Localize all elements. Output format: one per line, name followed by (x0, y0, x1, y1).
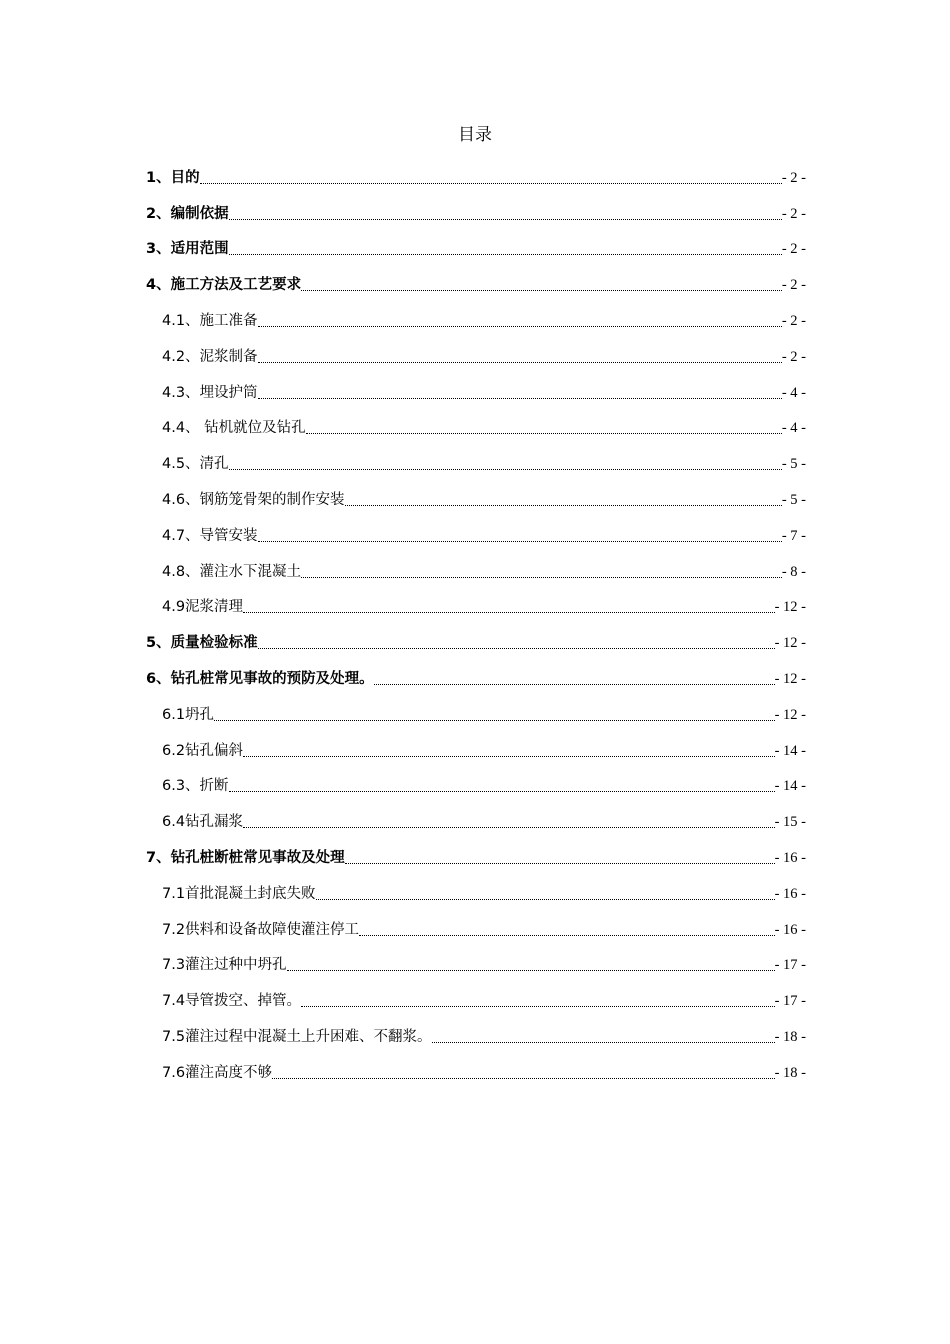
toc-entry-label: 1、目的 (146, 169, 200, 186)
dot-leader (432, 1027, 775, 1047)
toc-entry-label: 7.3灌注过种中坍孔 (162, 957, 287, 974)
toc-entry-label: 7.2供料和设备故障使灌注停工 (162, 921, 360, 938)
toc-entry-page-number: - 7 - (781, 527, 806, 544)
toc-entry-page-number: - 16 - (774, 850, 806, 867)
toc-entry-page-number: - 4 - (781, 384, 806, 401)
toc-entry-label: 4.7、导管安装 (162, 527, 258, 544)
toc-entry-page-number: - 4 - (781, 420, 806, 437)
dot-leader (301, 991, 775, 1011)
toc-entry-label: 4.6、钢筋笼骨架的制作安装 (162, 492, 345, 509)
toc-entry[interactable] (146, 769, 806, 805)
toc-entry-page-number: - 12 - (774, 599, 806, 616)
toc-entry-page-number: - 12 - (774, 671, 806, 688)
toc-entry-label: 4.3、埋设护筒 (162, 384, 258, 401)
toc-entry-page-number: - 12 - (774, 635, 806, 652)
toc-entry[interactable] (146, 912, 806, 948)
dot-leader (272, 1063, 775, 1083)
toc-entry[interactable] (146, 840, 806, 876)
dot-leader (243, 812, 775, 832)
dot-leader (243, 597, 775, 617)
toc-entry[interactable] (146, 697, 806, 733)
toc-entry-page-number: - 2 - (781, 348, 806, 365)
toc-entry-page-number: - 2 - (781, 313, 806, 330)
toc-entry[interactable] (146, 983, 806, 1019)
toc-entry-page-number: - 16 - (774, 885, 806, 902)
dot-leader (214, 705, 775, 725)
dot-leader (229, 776, 775, 796)
dot-leader (229, 204, 782, 224)
dot-leader (229, 454, 782, 474)
toc-entry[interactable] (146, 267, 806, 303)
toc-entry-label: 4.5、清孔 (162, 456, 229, 473)
toc-entry-label: 7.1首批混凝土封底失败 (162, 885, 316, 902)
toc-entry[interactable] (146, 876, 806, 912)
toc-entry-label: 7.4导管拨空、掉管。 (162, 993, 302, 1010)
dot-leader (258, 347, 782, 367)
toc-entry[interactable] (146, 411, 806, 447)
toc-entry[interactable] (146, 160, 806, 196)
toc-entry[interactable] (146, 554, 806, 590)
toc-entry-label: 6.4钻孔漏浆 (162, 814, 244, 831)
toc-entry[interactable] (146, 339, 806, 375)
dot-leader (345, 490, 782, 510)
dot-leader (243, 741, 775, 761)
toc-entry-label: 4.8、灌注水下混凝土 (162, 563, 302, 580)
toc-entry[interactable] (146, 232, 806, 268)
toc-entry[interactable] (146, 1055, 806, 1091)
dot-leader (301, 275, 782, 295)
toc-entry-page-number: - 18 - (774, 1064, 806, 1081)
toc-entry-label: 4.1、施工准备 (162, 313, 258, 330)
toc-entry[interactable] (146, 375, 806, 411)
toc-entry[interactable] (146, 661, 806, 697)
toc-entry-page-number: - 18 - (774, 1029, 806, 1046)
dot-leader (287, 955, 775, 975)
toc-entry-page-number: - 2 - (781, 241, 806, 258)
toc-entry[interactable] (146, 804, 806, 840)
toc-entry[interactable] (146, 1019, 806, 1055)
toc-entry-label: 3、适用范围 (146, 241, 229, 258)
dot-leader (306, 418, 782, 438)
toc-entry-page-number: - 14 - (774, 742, 806, 759)
toc-entry[interactable] (146, 446, 806, 482)
toc-entry-label: 6、钻孔桩常见事故的预防及处理。 (146, 671, 374, 688)
dot-leader (316, 884, 775, 904)
toc-entry-page-number: - 17 - (774, 993, 806, 1010)
toc-entry-label: 2、编制依据 (146, 205, 229, 222)
toc-entry-page-number: - 5 - (781, 456, 806, 473)
toc-entry[interactable] (146, 482, 806, 518)
toc-entry-label: 4、施工方法及工艺要求 (146, 277, 302, 294)
toc-entry-page-number: - 2 - (781, 169, 806, 186)
toc-entry-label: 4.9泥浆清理 (162, 599, 244, 616)
table-of-contents (146, 160, 806, 1091)
toc-entry-label: 4.2、泥浆制备 (162, 348, 258, 365)
dot-leader (200, 168, 782, 188)
toc-entry[interactable] (146, 303, 806, 339)
toc-entry-label: 7.6灌注高度不够 (162, 1064, 273, 1081)
toc-entry-page-number: - 8 - (781, 563, 806, 580)
dot-leader (374, 669, 775, 689)
toc-entry-page-number: - 2 - (781, 205, 806, 222)
dot-leader (345, 848, 775, 868)
dot-leader (258, 633, 775, 653)
toc-entry-page-number: - 17 - (774, 957, 806, 974)
toc-entry[interactable] (146, 196, 806, 232)
toc-entry[interactable] (146, 948, 806, 984)
toc-entry-page-number: - 12 - (774, 706, 806, 723)
toc-entry-page-number: - 5 - (781, 492, 806, 509)
toc-entry-label: 6.1坍孔 (162, 706, 215, 723)
toc-entry-label: 6.2钻孔偏斜 (162, 742, 244, 759)
dot-leader (301, 562, 782, 582)
toc-entry[interactable] (146, 518, 806, 554)
dot-leader (258, 311, 782, 331)
toc-entry-label: 7.5灌注过程中混凝土上升困难、不翻浆。 (162, 1029, 432, 1046)
toc-entry-page-number: - 15 - (774, 814, 806, 831)
toc-entry[interactable] (146, 625, 806, 661)
toc-entry-label: 4.4、 钻机就位及钻孔 (162, 420, 306, 437)
dot-leader (258, 526, 782, 546)
toc-entry-page-number: - 14 - (774, 778, 806, 795)
dot-leader (258, 383, 782, 403)
dot-leader (359, 920, 775, 940)
toc-entry[interactable] (146, 590, 806, 626)
toc-entry-page-number: - 2 - (781, 277, 806, 294)
toc-entry-label: 7、钻孔桩断桩常见事故及处理 (146, 850, 345, 867)
toc-entry[interactable] (146, 733, 806, 769)
toc-entry-page-number: - 16 - (774, 921, 806, 938)
toc-entry-label: 6.3、折断 (162, 778, 229, 795)
dot-leader (229, 239, 782, 259)
toc-entry-label: 5、质量检验标准 (146, 635, 258, 652)
page-title: 目录 (458, 125, 492, 145)
